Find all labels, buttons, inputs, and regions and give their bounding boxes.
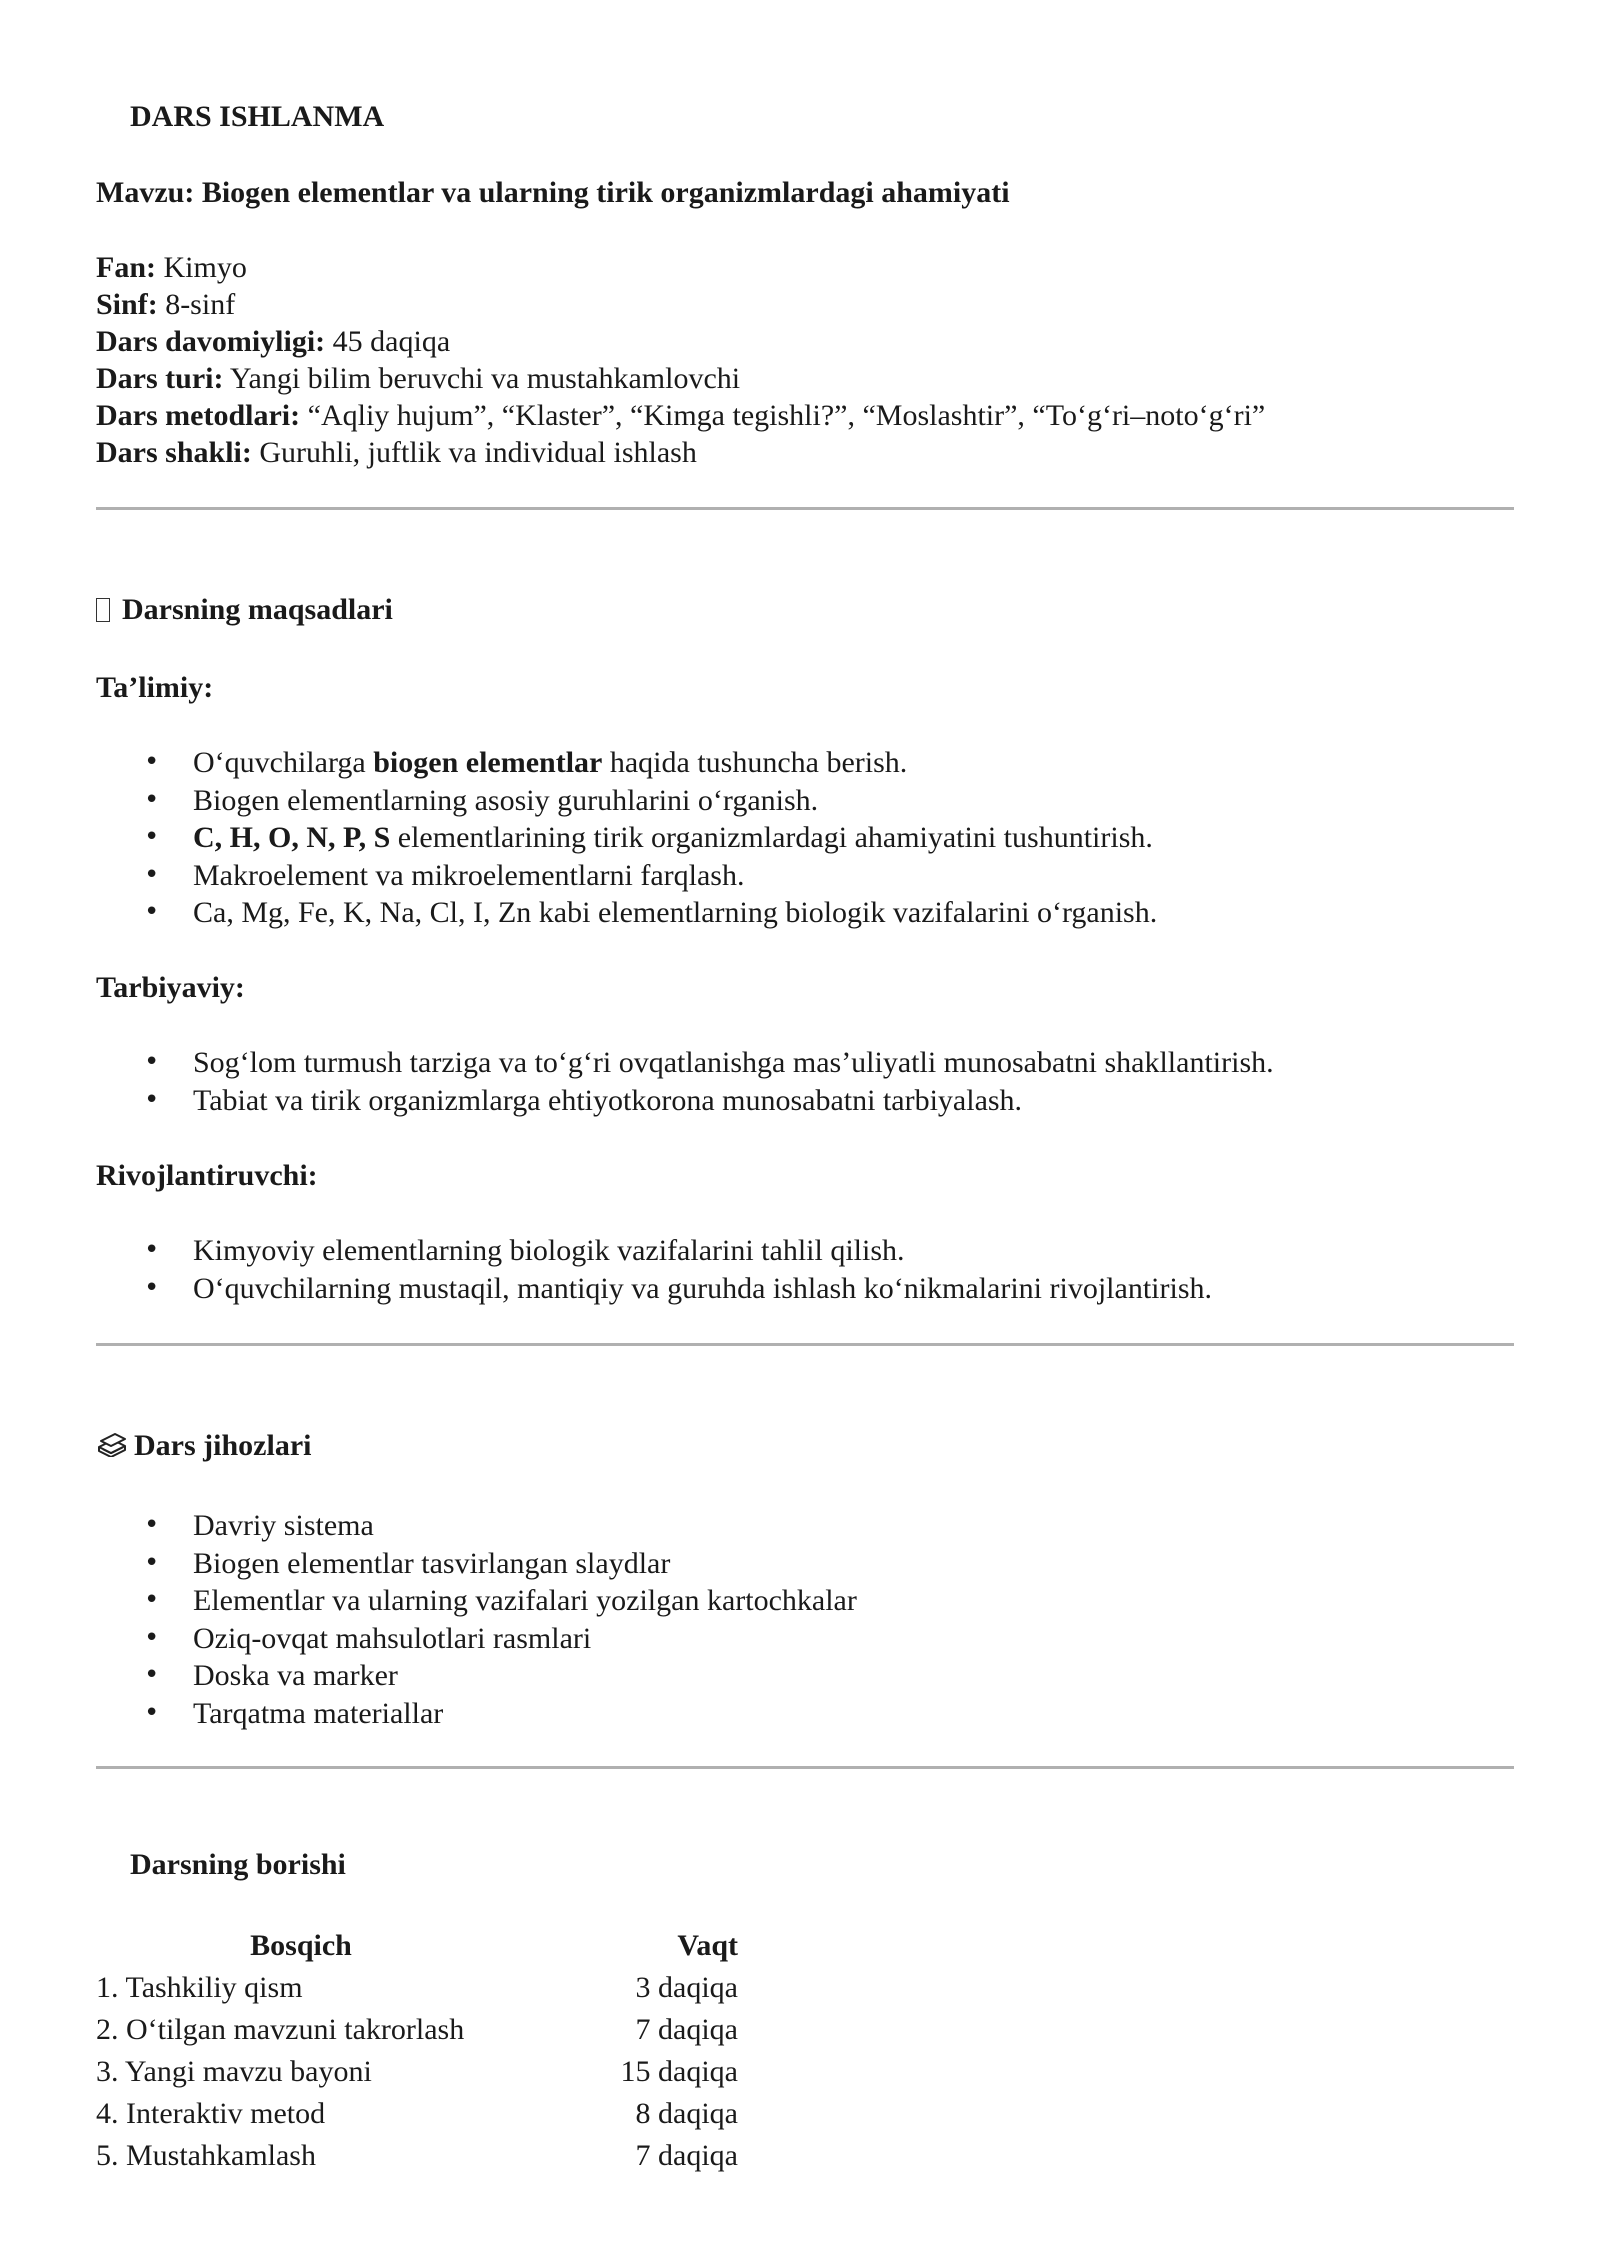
divider (96, 1766, 1514, 1769)
info-label: Sinf: (96, 288, 158, 321)
list-item: • Tabiat va tirik organizmlarga ehtiyotkorona munosabatni tarbiyalash. (96, 1082, 1274, 1120)
info-line (96, 360, 740, 397)
info-line (96, 434, 697, 471)
info-value: 8-sinf (157, 288, 236, 321)
list-item: • Makroelement va mikroelementlarni farqlash. (96, 857, 1157, 895)
info-line (96, 323, 450, 360)
time-cell: 7 daqiqa (635, 2139, 738, 2172)
developmental-heading: Rivojlantiruvchi: (96, 1159, 318, 1192)
info-value: 45 daqiqa (325, 325, 451, 358)
books-icon (96, 1431, 128, 1457)
document-title: DARS ISHLANMA (130, 100, 385, 133)
developmental-goals-list (96, 1232, 1212, 1307)
upbringing-goals-list (96, 1044, 1274, 1119)
info-line (96, 397, 1265, 434)
goals-heading-line (96, 591, 393, 628)
list-item: • Sog‘lom turmush tarziga va to‘g‘ri ovqatlanishga mas’uliyatli munosabatni shakllantirish. (96, 1044, 1274, 1082)
list-item: • Ca, Mg, Fe, K, Na, Cl, I, Zn kabi elementlarning biologik vazifalarini o‘rganish. (96, 894, 1157, 932)
info-label: Dars metodlari: (96, 399, 301, 432)
info-value: Kimyo (156, 251, 247, 284)
list-item: • O‘quvchilarga biogen elementlar haqida tushuncha berish. (96, 744, 1157, 782)
table-row (96, 1967, 738, 2009)
goals-heading: Darsning maqsadlari (122, 593, 393, 626)
list-item: • Tarqatma materiallar (96, 1695, 857, 1733)
topic-line (96, 174, 1010, 211)
educational-heading: Ta’limiy: (96, 671, 214, 704)
info-value: Yangi bilim beruvchi va mustahkamlovchi (223, 362, 741, 395)
list-item: • Biogen elementlar tasvirlangan slaydlar (96, 1545, 857, 1583)
stage-cell: 4. Interaktiv metod (96, 2097, 326, 2130)
table-row (96, 2051, 738, 2093)
table-header-row (96, 1925, 738, 1967)
info-value: Guruhli, juftlik va individual ishlash (251, 436, 697, 469)
table-row (96, 2093, 738, 2135)
info-label: Dars shakli: (96, 436, 252, 469)
info-line (96, 249, 247, 286)
list-item: • Elementlar va ularning vazifalari yozilgan kartochkalar (96, 1582, 857, 1620)
column-header: Bosqich (250, 1929, 352, 1962)
topic-value: Biogen elementlar va ularning tirik organizmlardagi ahamiyati (201, 176, 1010, 209)
topic-label: Mavzu: (96, 176, 195, 209)
list-item: • Biogen elementlarning asosiy guruhlarini o‘rganish. (96, 782, 1157, 820)
info-label: Fan: (96, 251, 156, 284)
list-item: • C, H, O, N, P, S elementlarining tirik organizmlardagi ahamiyatini tushuntirish. (96, 819, 1157, 857)
educational-goals-list (96, 744, 1157, 932)
equipment-heading-line (96, 1427, 311, 1464)
upbringing-heading: Tarbiyaviy: (96, 971, 245, 1004)
list-item: • Doska va marker (96, 1657, 857, 1695)
equipment-heading: Dars jihozlari (134, 1429, 312, 1462)
table-row (96, 2009, 738, 2051)
divider (96, 1343, 1514, 1346)
time-cell: 8 daqiqa (635, 2097, 738, 2130)
info-line (96, 286, 235, 323)
time-cell: 7 daqiqa (635, 2013, 738, 2046)
missing-glyph-icon (96, 598, 110, 622)
table-row (96, 2135, 738, 2177)
stage-cell: 2. O‘tilgan mavzuni takrorlash (96, 2013, 465, 2046)
list-item: • Davriy sistema (96, 1507, 857, 1545)
equipment-list (96, 1507, 857, 1732)
stage-cell: 1. Tashkiliy qism (96, 1971, 303, 2004)
stage-cell: 3. Yangi mavzu bayoni (96, 2055, 372, 2088)
column-header: Vaqt (677, 1929, 738, 1962)
divider (96, 507, 1514, 510)
list-item: • O‘quvchilarning mustaqil, mantiqiy va guruhda ishlash ko‘nikmalarini rivojlantirish. (96, 1270, 1212, 1308)
stage-cell: 5. Mustahkamlash (96, 2139, 316, 2172)
info-value: “Aqliy hujum”, “Klaster”, “Kimga tegishli?”, “Moslashtir”, “To‘g‘ri–noto‘g‘ri” (300, 399, 1266, 432)
info-label: Dars davomiyligi: (96, 325, 326, 358)
list-item: • Kimyoviy elementlarning biologik vazifalarini tahlil qilish. (96, 1232, 1212, 1270)
time-cell: 15 daqiqa (620, 2055, 738, 2088)
procedure-table (96, 1925, 738, 2177)
time-cell: 3 daqiqa (635, 1971, 738, 2004)
procedure-heading: Darsning borishi (130, 1848, 346, 1881)
info-label: Dars turi: (96, 362, 224, 395)
list-item: • Oziq-ovqat mahsulotlari rasmlari (96, 1620, 857, 1658)
